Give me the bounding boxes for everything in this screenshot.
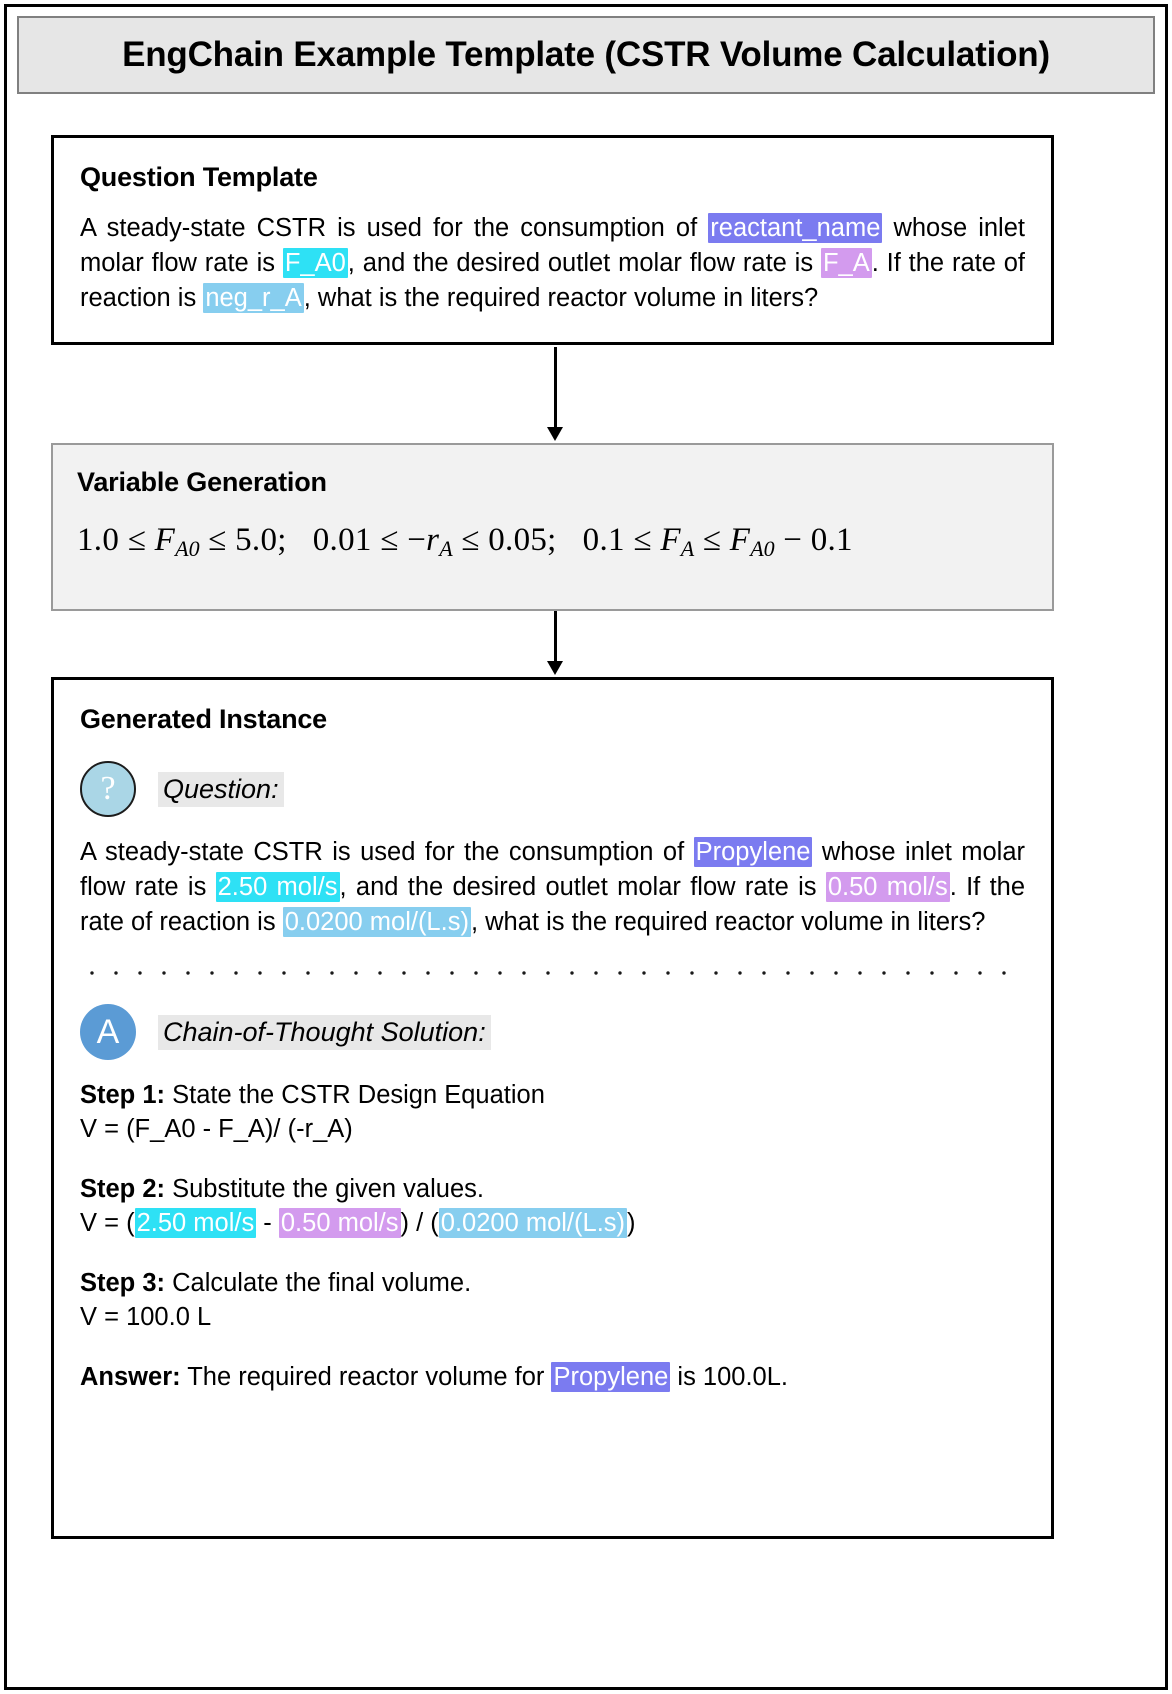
question-label: Question: (158, 772, 284, 807)
solution-role-row (80, 1004, 1025, 1060)
gq-text-5: , what is the required reactor volume in liters? (470, 908, 986, 936)
qt-variable-f-a: F_A (822, 249, 870, 277)
qt-variable-reactant-name: reactant_name (710, 214, 881, 242)
step-2-value-rate: 0.0200 mol/(L.s) (440, 1209, 626, 1237)
answer-label: Answer: (80, 1363, 181, 1391)
step-1-title: State the CSTR Design Equation (165, 1081, 545, 1109)
question-mark-icon (80, 761, 136, 817)
answer-value-reactant-name: Propylene (553, 1363, 669, 1391)
question-template-heading: Question Template (80, 162, 318, 192)
solution-step-2 (80, 1172, 1025, 1240)
question-template-card (51, 135, 1054, 345)
constraint-2: $0.01 \le -r_A \le 0.05$; (312, 522, 557, 562)
gq-value-reactant-name: Propylene (695, 838, 811, 866)
question-template-text (80, 211, 1025, 316)
gq-text-4: . If the rate of reaction is (80, 873, 1026, 936)
solution-step-3 (80, 1266, 1025, 1334)
qt-text-1: A steady-state CSTR is used for the consumption of (80, 214, 709, 242)
answer-badge-glyph: A (96, 1013, 120, 1051)
generated-instance-card (51, 677, 1054, 1539)
variable-generation-heading: Variable Generation (77, 467, 327, 497)
constraint-1: $1.0 \le F_{A0} \le 5.0$; (77, 522, 287, 562)
step-2-eq-prefix: V = ( (80, 1209, 135, 1237)
qt-text-4: . If the rate of reaction is (80, 249, 1025, 312)
section-divider (80, 970, 1025, 976)
step-2-equation (80, 1206, 1025, 1240)
answer-text-1: The required reactor volume for (180, 1363, 552, 1391)
constraint-3: $0.1 \le F_A \le F_{A0} - 0.1$ (582, 522, 853, 562)
step-3-label: Step 3: (80, 1269, 166, 1297)
step-2-heading (80, 1172, 1025, 1206)
step-2-eq-mid-1: - (256, 1209, 279, 1237)
step-2-label: Step 2: (80, 1175, 166, 1203)
step-1-equation: V = (F_A0 - F_A)/ (-r_A) (80, 1115, 353, 1143)
arrow-head-icon (547, 661, 563, 675)
gq-value-rate: 0.0200 mol/(L.s) (284, 908, 469, 936)
page-frame (4, 4, 1168, 1690)
step-2-eq-mid-2: ) / ( (400, 1209, 439, 1237)
step-3-heading (80, 1266, 1025, 1300)
solution-label: Chain-of-Thought Solution: (158, 1015, 491, 1050)
generated-instance-heading: Generated Instance (80, 704, 327, 734)
generated-question-text (80, 835, 1025, 940)
question-role-row (80, 761, 1025, 817)
step-3-title: Calculate the final volume. (165, 1269, 472, 1297)
gq-text-2: whose inlet molar flow rate is (80, 838, 1025, 901)
gq-text-1: A steady-state CSTR is used for the consumption of (80, 838, 694, 866)
step-2-value-f-a: 0.50 mol/s (280, 1209, 399, 1237)
variable-generation-card (51, 443, 1054, 611)
gq-value-f-a0: 2.50 mol/s (217, 873, 338, 901)
qt-text-2: whose inlet molar flow rate is (80, 214, 1025, 277)
step-2-title: Substitute the given values. (165, 1175, 484, 1203)
answer-text-2: is 100.0L. (670, 1363, 788, 1391)
step-1-heading (80, 1078, 1025, 1112)
step-1-label: Step 1: (80, 1081, 166, 1109)
qt-text-5: , what is the required reactor volume in liters? (303, 284, 819, 312)
flow-arrow-template-to-variables (543, 347, 567, 443)
page-title-banner (17, 16, 1155, 94)
solution-step-1 (80, 1078, 1025, 1146)
solution-answer (80, 1360, 1025, 1394)
qt-text-3: , and the desired outlet molar flow rate is (347, 249, 821, 277)
arrow-shaft (554, 347, 557, 429)
step-3-equation: V = 100.0 L (80, 1303, 212, 1331)
step-2-eq-suffix: ) (627, 1209, 636, 1237)
arrow-shaft (554, 611, 557, 663)
answer-line (80, 1360, 1025, 1394)
arrow-head-icon (547, 427, 563, 441)
qt-variable-neg-r-a: neg_r_A (205, 284, 302, 312)
question-badge-glyph: ? (100, 770, 116, 807)
flow-arrow-variables-to-instance (543, 611, 567, 677)
step-2-value-f-a0: 2.50 mol/s (136, 1209, 255, 1237)
qt-variable-f-a0: F_A0 (284, 249, 346, 277)
answer-icon (80, 1004, 136, 1060)
variable-generation-formula (77, 522, 1028, 562)
gq-value-f-a: 0.50 mol/s (827, 873, 948, 901)
gq-text-3: , and the desired outlet molar flow rate is (339, 873, 826, 901)
page-title: EngChain Example Template (CSTR Volume Calculation) (122, 35, 1050, 74)
